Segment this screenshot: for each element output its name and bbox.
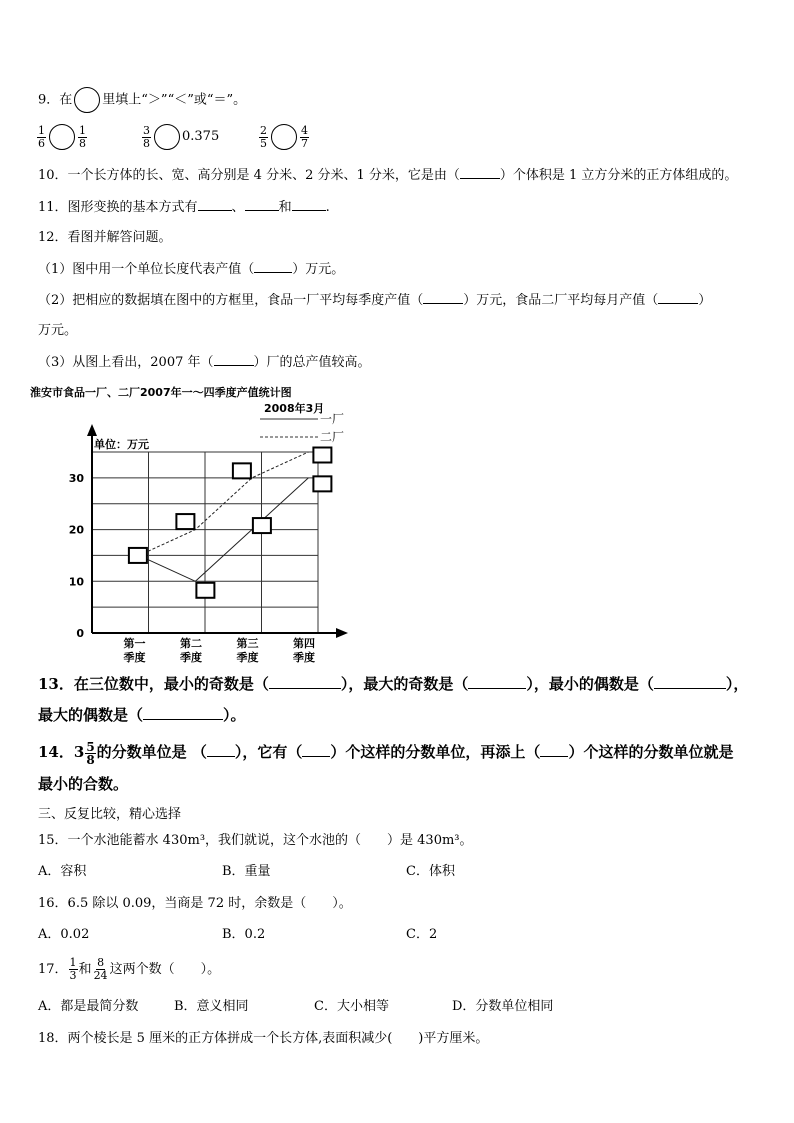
answer-blank[interactable] — [254, 260, 292, 273]
option-a[interactable]: A．容积 — [38, 864, 87, 879]
x-tick-label: 季度 — [123, 651, 146, 664]
q17-stem: 17． $\frac{1}{3}$ 和 $\frac{8}{24}$ 这两个数（ ）。 — [38, 956, 221, 982]
q18-stem: 18．两个棱长是 5 厘米的正方体拼成一个长方体,表面积减少( )平方厘米。 — [38, 1031, 489, 1046]
x-tick-label: 季度 — [236, 651, 259, 664]
option-a[interactable]: A．0.02 — [38, 927, 90, 942]
q9-item-2: $\frac{3}{8}$ 0.375 — [143, 123, 220, 150]
chart-answer-boxes — [129, 448, 332, 598]
section-title: 三、反复比较，精心选择 — [38, 807, 182, 822]
answer-box[interactable] — [233, 463, 251, 478]
answer-blank[interactable] — [468, 676, 526, 689]
chart-unit-label: 单位：万元 — [94, 438, 149, 451]
y-tick-label: 30 — [68, 471, 84, 485]
chart-title: 淮安市食品一厂、二厂2007年一～四季度产值统计图 — [30, 386, 292, 399]
y-tick-label: 20 — [68, 523, 84, 537]
x-tick-label: 第二 — [180, 637, 202, 650]
answer-blank[interactable] — [143, 707, 223, 720]
line-chart — [30, 382, 390, 667]
chart-legend — [260, 412, 344, 444]
q12-part3: （3）从图上看出，2007 年（ ）厂的总产值较高。 — [38, 355, 371, 370]
answer-box[interactable] — [196, 583, 214, 598]
answer-blank[interactable] — [654, 676, 726, 689]
chart-axes — [87, 424, 348, 638]
x-tick-label: 第三 — [236, 637, 259, 650]
q12-part2-cont: 万元。 — [38, 323, 78, 338]
answer-blank[interactable] — [198, 198, 232, 211]
option-a[interactable]: A．都是最简分数 — [38, 999, 139, 1014]
q9-item-3: $\frac{2}{5}$ $\frac{4}{7}$ — [260, 123, 308, 150]
y-tick-label: 0 — [76, 627, 84, 640]
answer-circle[interactable] — [271, 124, 297, 150]
answer-box[interactable] — [253, 518, 271, 533]
x-tick-label: 季度 — [293, 651, 315, 664]
q12-part2: （2）把相应的数据填在图中的方框里，食品一厂平均每季度产值（ ）万元，食品二厂平均每月产值（ ） — [38, 293, 712, 308]
x-axis-arrow — [336, 628, 348, 638]
answer-blank[interactable] — [302, 744, 330, 757]
q12-title: 12．看图并解答问题。 — [38, 230, 172, 245]
blank-circle — [74, 87, 100, 113]
q13-line1: 13．在三位数中，最小的奇数是（ ），最大的奇数是（ ），最小的偶数是（ ）， — [38, 675, 749, 693]
q13-line2: 最大的偶数是（ ）。 — [38, 706, 246, 724]
answer-box[interactable] — [129, 548, 147, 563]
q11: 11．图形变换的基本方式有 、 和 . — [38, 200, 330, 215]
q10: 10．一个长方体的长、宽、高分别是 4 分米、2 分米、1 分米，它是由（ ）个体积是 1 立方分米的正方体组成的。 — [38, 168, 738, 183]
q14-line1: 14．3 $\frac{5}{8}$ 的分数单位是 （ ），它有（ ）个这样的分数单位，再添上（ ）个这样的分数单位就是 — [38, 739, 734, 767]
legend-label: 一厂 — [320, 412, 345, 426]
chart-grid — [92, 452, 318, 633]
answer-box[interactable] — [176, 514, 194, 529]
option-c[interactable]: C．2 — [406, 927, 438, 942]
answer-blank[interactable] — [269, 676, 341, 689]
answer-blank[interactable] — [292, 198, 326, 211]
q16-stem: 16．6.5 除以 0.09，当商是 72 时，余数是（ ）。 — [38, 896, 352, 911]
chart-date: 2008年3月 — [264, 402, 325, 415]
q15-stem: 15．一个水池能蓄水 430m³，我们就说，这个水池的（ ）是 430m³。 — [38, 833, 473, 848]
answer-circle[interactable] — [154, 124, 180, 150]
answer-box[interactable] — [313, 476, 331, 491]
q14-line2: 最小的合数。 — [38, 775, 129, 793]
option-b[interactable]: B．重量 — [222, 864, 271, 879]
answer-blank[interactable] — [245, 198, 279, 211]
x-tick-label: 第一 — [123, 637, 146, 650]
option-b[interactable]: B．0.2 — [222, 927, 266, 942]
answer-blank[interactable] — [207, 744, 235, 757]
answer-box[interactable] — [313, 448, 331, 463]
chart-xticks — [124, 636, 316, 664]
answer-blank[interactable] — [658, 291, 698, 304]
answer-circle[interactable] — [49, 124, 75, 150]
x-tick-label: 季度 — [180, 651, 202, 664]
y-axis-arrow — [87, 424, 97, 436]
legend-label: 二厂 — [320, 430, 345, 444]
answer-blank[interactable] — [540, 744, 568, 757]
option-b[interactable]: B．意义相同 — [174, 999, 249, 1014]
q9-item-1: $\frac{1}{6}$ $\frac{1}{8}$ — [38, 123, 86, 150]
q9-title: 9．在 里填上“＞”“＜”或“＝”。 — [38, 87, 246, 113]
chart-series — [139, 452, 309, 581]
answer-blank[interactable] — [423, 291, 463, 304]
x-tick-label: 第四 — [293, 637, 315, 650]
answer-blank[interactable] — [460, 166, 500, 179]
answer-blank[interactable] — [214, 353, 254, 366]
q12-part1: （1）图中用一个单位长度代表产值（ ）万元。 — [38, 262, 345, 277]
option-d[interactable]: D．分数单位相同 — [452, 999, 554, 1014]
chart-yticks — [69, 472, 85, 640]
option-c[interactable]: C．体积 — [406, 864, 455, 879]
option-c[interactable]: C．大小相等 — [314, 999, 389, 1014]
y-tick-label: 10 — [68, 575, 84, 589]
